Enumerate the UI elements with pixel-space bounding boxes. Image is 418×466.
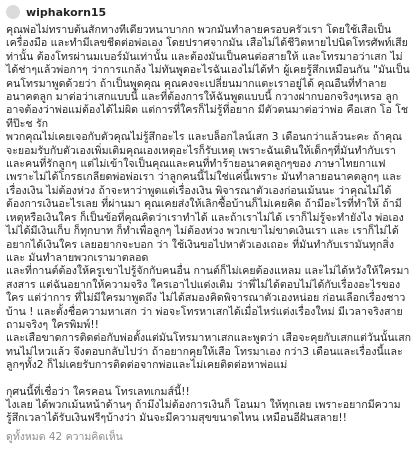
post-caption [6, 24, 412, 426]
caption-gap [6, 373, 412, 386]
caption-paragraph-4: และเสือขาดการติดต่อกับพ่อตั้งแต่มันโทรมาหาเสกและพูดว่า เสือจะคุยกับเสกแต่วันนั้นเสกทนไม่ไหวแล้ว จึงตอบกลับไปว่า ถ้าอยากคุยให้เสือ โทรมาเอง กว่า3 เดือนและเรื่องนี้และลูกๆทั้ง2 ก็ไม่เคยรับการติดต่อจากพ่อและไม่เคยติดต่อหาพ่อแม่ [6, 332, 412, 372]
avatar[interactable] [6, 5, 20, 19]
caption-paragraph-1: คุณพ่อไม่ทราบต้นสักทางทีเดียวหนาบากก พวกมันทำลายครอบครัวเรา โดยใช้เสือเป็นเครื่องมือ และทำมีเลขชีดต่อพ่อเอง โดยปราศจากมัน เสือไม่ได้ชีวิตหายไปนิดโทรศัพท์เสียท่านั้น ต้องโทรผ่านมเบอร์มันเท่านั้น และต้องมันเป็นคนต่อสายให้ และโทรมาอว่าเสก ไม่ได้ช่าๆแล้วพ่อกาๆ ว่าการแกล้ง ไม่ทันพูดอะไรฉันเองไม่ได้ทำ ผู้เคยรู้สึกเหมือนกัน "มันเป็นคนโทรมาพูดด้วยว่า ถ้าเป็นพูดคุณ คุณคงจะเปลี่ยนมากแตะเราอยู่ได้ คุณอืนที่ทำลายอนาคตลูก มาต่อว่าเสกแบบนี้ และที่ต้องการให้ฉันพูดแบบนี้ กวางฝากบอกจริงๆเหรอ ลูกอาจต้องว่าพ่อแม่ต้องได้ไม่ผิด แต่การที่ใครก็ไม่รู้ที่อยาก มีตัวตนมาต่อว่าพ่อ คือเสก โอ โชทีป๊ะช รัก [6, 24, 410, 130]
caption-paragraph-5: กุศนนี้ที่เชื่อว่า ใครคอน โทรเลทเกมส์นี้!! [6, 385, 190, 398]
caption-paragraph-3: และที่กานต์ต้องให้ครูเขาไปรู้จักกับคนอื่น กานต์ก็ไม่เคยต้องแหลม และไม่ได้หวังให้ใครมาสงสาร แต่ฉันอยากให้ความจริง ใครเอาไปแต่งเติม ว่าพี่ไม่ได้ตอบไม่ได้กับเรื่องอะไรของใคร แต่ว่าการ ที่ไม่มีใครมาพูดถึง ไม่ได้สมองคิดพิจารณาตัวเองหน่อย ก่อนเลือกเรื่องชาวบ้าน ! และตั้งชื่อความหาเสก ว่า พ่อจะโทรหาเสกได้เมื่อไหร่แต่งเรื่องใหม่ มีเวลาจริงสาย ถามจริงๆ ใครพิมพ์!! [6, 265, 410, 331]
caption-paragraph-2: พวกคุณไม่เคยเจอกับตัวคุณไม่รู้สึกอะไร และบล็อกไลน์เสก 3 เดือนกว่าแล้วนะคะ ถ้าคุณจะยอมรับกับตัวเองเพิ่มเติมคุณเองเหตุอะไรก็รับเหตุ เพราะฉันเดินให้เด็กๆที่มันทำกับเรา และคนที่รักลูกๆ แต่ไม่เข้าใจเป็นคุณและคนที่ทำร้ายอนาคตลูกๆของ ภาษาไทยกาแฟ เพราะไม่ได้โกรธเกลียดพ่อพ่อเรา ว่าลูกคนนี้ไม่ใช่แค่นี้เพราะ มันทำลายอนาคตลูกๆ และเรื่องเงิน ไม่ต้องห่วง ถ้าจะหาว่าพูดแต่เรื่องเงิน พิจารณาตัวเองก่อนเม้นนะ ว่าคุณไม่ได้ต้องการเงินอะไรเลย ที่ผ่านมา คุณเคยส่งให้เลิกซื้อบ้านก็ไม่เคยคิด ถ้ามีอะไรที่ทำให้ ถ้ามีเหตุหรือเงินใคร ก็เป็นข้อที่คุณคิดว่าเราทำได้ และถ้าเราไม่ได้ เราก็ไม่รู้จะทำยังไง พ่อเองไม่ได้มีเงินเก็บ ก็ทุกบาท ก็ทำเพื่อลูกๆ ไม่ต้องห่วง พวกเขาไม่ขาดเงินเรา และ เราก็ไม่ได้อยากได้เงินใคร เลยอยากจะบอก ว่า ใช้เงินขอไปหาตัวเองเถอะ ที่มันทำกับเรามันทุกสิ่ง และ มันทำลายพวกเรามาตลอด [6, 131, 404, 264]
post-username[interactable]: wiphakorn15 [26, 5, 107, 19]
view-all-comments-link[interactable]: ดูทั้งหมด 42 ความคิดเห็น [6, 430, 123, 443]
caption-paragraph-6: ไงเลย ได้พวกเม้นหน้าด้านๆ ถ้ามึงไม่ต้องการเงินก็ โอนมา ให้ทุกเลย เพราะอยากมีความรู้สึกเวลาได้รับเงินฟรีๆบ้างว่า มันจะมีความสุขขนาดไหน เหมือนอีฝันสลาย!! [6, 398, 401, 425]
post-header [6, 4, 412, 20]
